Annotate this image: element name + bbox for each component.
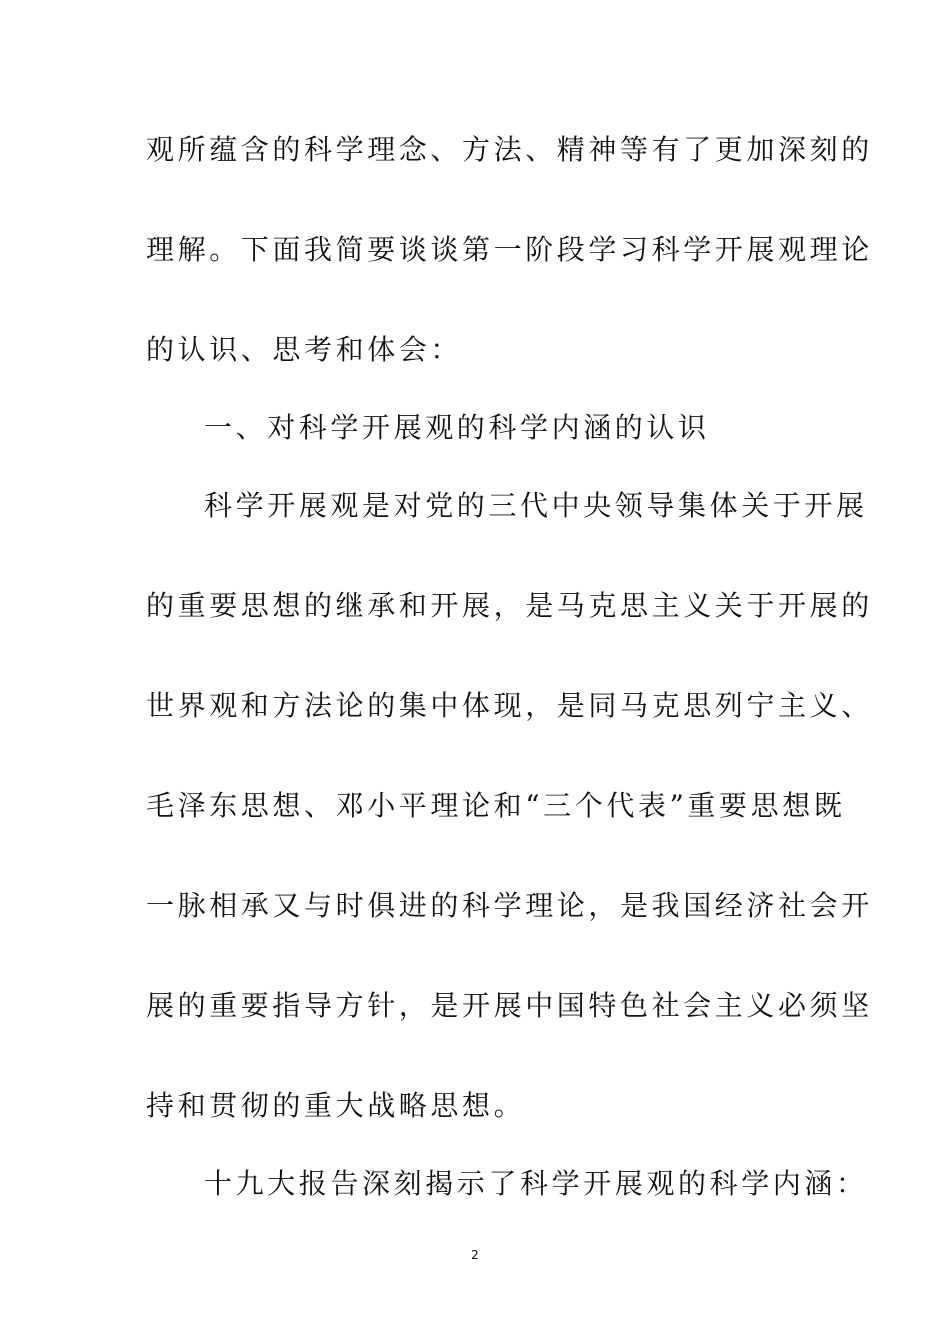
text-line-6: 的重要思想的继承和开展，是马克思主义关于开展的 — [146, 589, 873, 622]
text-line-7: 世界观和方法论的集中体现，是同马克思列宁主义、 — [146, 689, 873, 722]
text-line-3: 的认识、思考和体会： — [146, 333, 463, 366]
paragraph-start-line-2: 十九大报告深刻揭示了科学开展观的科学内涵： — [204, 1167, 868, 1200]
page-number: 2 — [471, 1248, 479, 1262]
text-line-2: 理解。下面我简要谈谈第一阶段学习科学开展观理论 — [146, 233, 873, 266]
text-line-9: 一脉相承又与时俱进的科学理论，是我国经济社会开 — [146, 889, 873, 922]
section-heading: 一、对科学开展观的科学内涵的认识 — [204, 411, 710, 444]
text-line-11: 持和贯彻的重大战略思想。 — [146, 1089, 526, 1122]
text-line-10: 展的重要指导方针，是开展中国特色社会主义必须坚 — [146, 989, 873, 1022]
paragraph-start-line: 科学开展观是对党的三代中央领导集体关于开展 — [204, 489, 868, 522]
text-line-1: 观所蕴含的科学理念、方法、精神等有了更加深刻的 — [146, 133, 873, 166]
text-line-8: 毛泽东思想、邓小平理论和“三个代表”重要思想既 — [146, 789, 846, 822]
